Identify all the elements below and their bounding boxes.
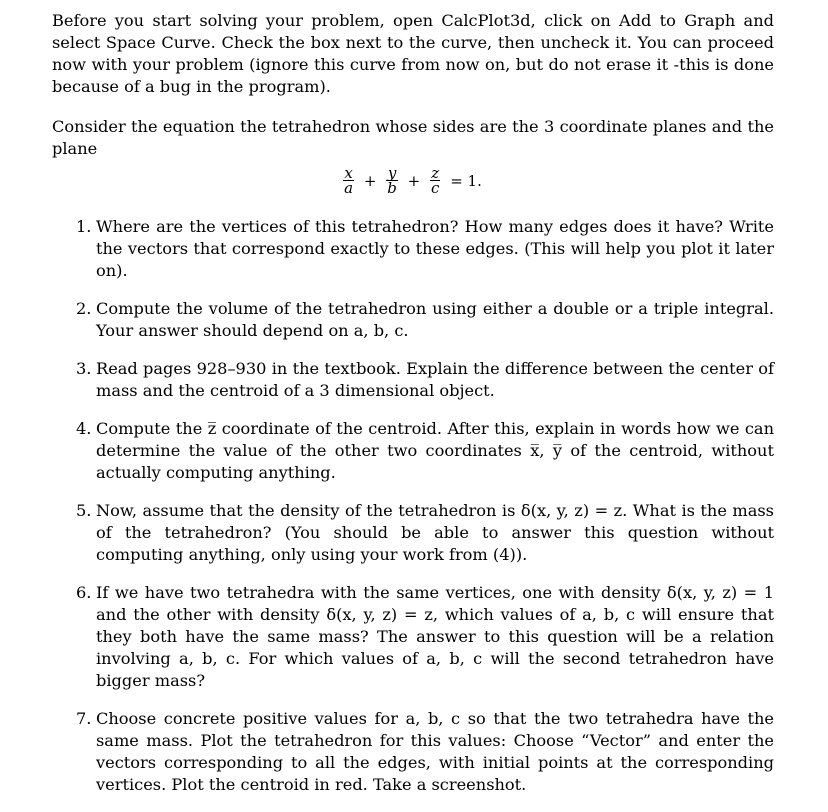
question-item bbox=[52, 216, 774, 282]
question-item bbox=[52, 358, 774, 402]
consider-paragraph: Consider the equation the tetrahedron whose sides are the 3 coordinate planes and the plane bbox=[52, 117, 774, 158]
fraction-denominator: b bbox=[387, 179, 397, 197]
fraction-numerator: x bbox=[344, 164, 353, 182]
question-item bbox=[52, 298, 774, 342]
question-text: Compute the z̅ coordinate of the centroid. After this, explain in words how we can determine the value of the other two coordinates x̅, y̅ of the centroid, without actually computing anything. bbox=[96, 419, 774, 482]
question-item bbox=[52, 582, 774, 692]
question-text: If we have two tetrahedra with the same vertices, one with density δ(x, y, z) = 1 and the other with density δ(x, y, z) = z, which values of a, b, c will ensure that they both have the same mass? The answer to this question will be a relation involving a, b, c. For which values of a, b, c will the second tetrahedron have bigger mass? bbox=[96, 583, 774, 690]
question-text: Choose concrete positive values for a, b, c so that the two tetrahedra have the same mass. Plot the tetrahedron for this values: Choose “Vector” and enter the vectors corresponding to all the edges, with initial points at the corresponding vertices. Plot the centroid in red. Take a screenshot. bbox=[96, 709, 774, 794]
question-number: 7. bbox=[76, 709, 92, 728]
plus-sign: + bbox=[363, 171, 377, 190]
question-number: 1. bbox=[76, 217, 92, 236]
question-text: Now, assume that the density of the tetrahedron is δ(x, y, z) = z. What is the mass of the tetrahedron? (You should be able to answer this question without computing anything, only using your work from (4)). bbox=[96, 501, 774, 564]
question-list bbox=[52, 216, 774, 796]
question-number: 3. bbox=[76, 359, 92, 378]
plane-equation bbox=[52, 166, 774, 206]
intro-paragraph: Before you start solving your problem, open CalcPlot3d, click on Add to Graph and select Space Curve. Check the box next to the curve, then uncheck it. You can proceed now with your problem (ignore this curve from now on, but do not erase it -this is done because of a bug in the program). bbox=[52, 11, 774, 96]
question-number: 5. bbox=[76, 501, 92, 520]
fraction-numerator: z bbox=[431, 164, 440, 182]
question-text: Read pages 928–930 in the textbook. Explain the difference between the center of mass and the centroid of a 3 dimensional object. bbox=[96, 359, 774, 400]
question-item bbox=[52, 418, 774, 484]
fraction-z-over-c bbox=[430, 166, 440, 195]
plus-sign: + bbox=[407, 171, 421, 190]
question-number: 4. bbox=[76, 419, 92, 438]
question-item bbox=[52, 708, 774, 796]
document-page bbox=[52, 10, 774, 812]
equation-rhs: = 1. bbox=[450, 171, 482, 190]
fraction-denominator: a bbox=[344, 179, 354, 197]
fraction-x-over-a bbox=[343, 166, 354, 195]
question-item bbox=[52, 500, 774, 566]
question-number: 2. bbox=[76, 299, 92, 318]
question-number: 6. bbox=[76, 583, 92, 602]
fraction-denominator: c bbox=[431, 179, 440, 197]
question-text: Where are the vertices of this tetrahedron? How many edges does it have? Write the vectors that correspond exactly to these edges. (This will help you plot it later on). bbox=[96, 217, 774, 280]
fraction-y-over-b bbox=[386, 166, 398, 195]
question-text: Compute the volume of the tetrahedron using either a double or a triple integral. Your answer should depend on a, b, c. bbox=[96, 299, 774, 340]
fraction-numerator: y bbox=[387, 164, 397, 182]
